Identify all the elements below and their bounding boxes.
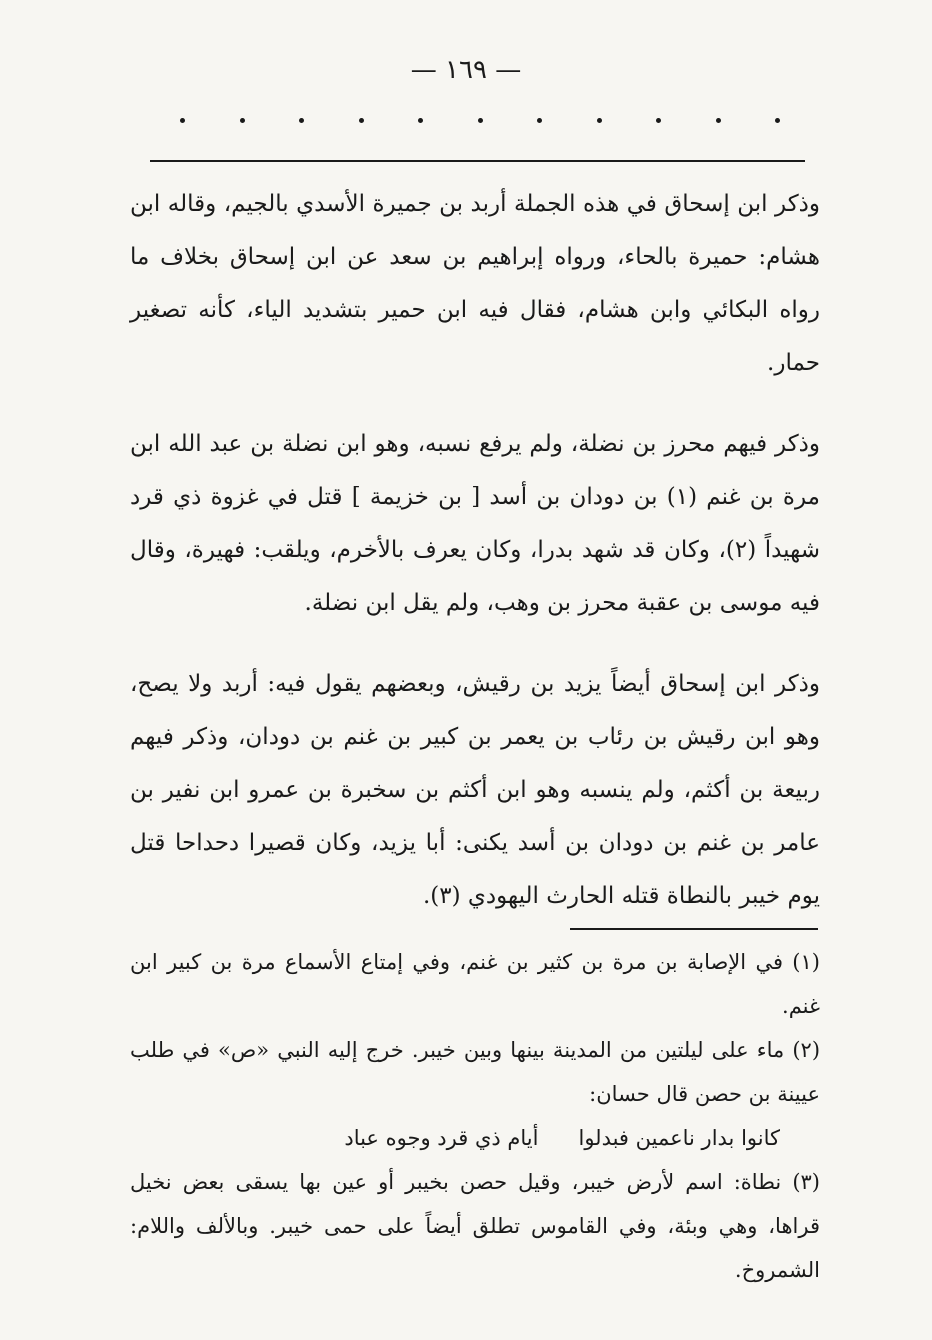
ornament-dots [180,118,780,123]
footnote-rule [570,928,818,930]
header-rule [150,160,805,162]
ornament-dot [716,118,721,123]
ornament-dot [180,118,185,123]
ornament-dot [537,118,542,123]
ornament-dot [418,118,423,123]
ornament-dot [478,118,483,123]
verse-hemistich-second: أيام ذي قرد وجوه عباد [344,1126,539,1150]
ornament-dot [656,118,661,123]
footnotes [130,940,820,1292]
paragraph-text: وذكر ابن إسحاق أيضاً يزيد بن رقيش، وبعضهم يقول فيه: أربد ولا يصح، وهو ابن رقيش بن رئاب بن يعمر بن كبير بن غنم بن دودان، وذكر فيهم ربيعة بن أكثم، ولم ينسبه وهو ابن أكثم بن سخبرة بن عمرو ابن نفير بن عامر بن غنم بن دودان بن أسد يكنى: أبا يزيد، وكان قصيرا دحداحا قتل يوم خيبر بالنطاة قتله الحارث اليهودي (٣). [130,671,820,909]
verse-hemistich-first: كانوا بدار ناعمين فبدلوا [578,1126,780,1150]
footnote-2: (٢) ماء على ليلتين من المدينة بينها وبين خيبر. خرج إليه النبي «ص» في طلب عيينة بن حصن قال حسان: [130,1038,821,1106]
footnote-3: (٣) نطاة: اسم لأرض خيبر، وقيل حصن بخيبر أو عين بها يسقى بعض نخيل قراها، وهي وبئة، وفي القاموس تطلق أيضاً على حمى خيبر. وبالألف واللام: الشمروخ. [130,1170,820,1282]
paragraph-text: وذكر ابن إسحاق في هذه الجملة أربد بن جميرة الأسدي بالجيم، وقاله ابن هشام: حميرة بالحاء، ورواه إبراهيم بن سعد عن ابن إسحاق بخلاف ما رواه البكائي وابن هشام، فقال فيه ابن حمير بتشديد الياء، كأنه تصغير حمار. [130,191,820,376]
paragraph-text: وذكر فيهم محرز بن نضلة، ولم يرفع نسبه، وهو ابن نضلة بن عبد الله ابن مرة بن غنم (١) بن دودان بن أسد [ بن خزيمة ] قتل في غزوة ذي قرد شهيداً (٢)، وكان قد شهد بدرا، وكان يعرف بالأخرم، ويلقب: فهيرة، وقال فيه موسى بن عقبة محرز بن وهب، ولم يقل ابن نضلة. [130,431,820,616]
footnote-1: (١) في الإصابة بن مرة بن كثير بن غنم، وفي إمتاع الأسماع مرة بن كبير ابن غنم. [130,950,820,1018]
poem-verse [130,1116,820,1160]
paragraph-1 [130,178,820,390]
ornament-dot [359,118,364,123]
ornament-dot [597,118,602,123]
ornament-dot [240,118,245,123]
ornament-dot [775,118,780,123]
ornament-dot [299,118,304,123]
paragraph-2 [130,418,820,630]
page-number: — ١٦٩ — [410,55,522,85]
paragraph-3 [130,658,820,923]
